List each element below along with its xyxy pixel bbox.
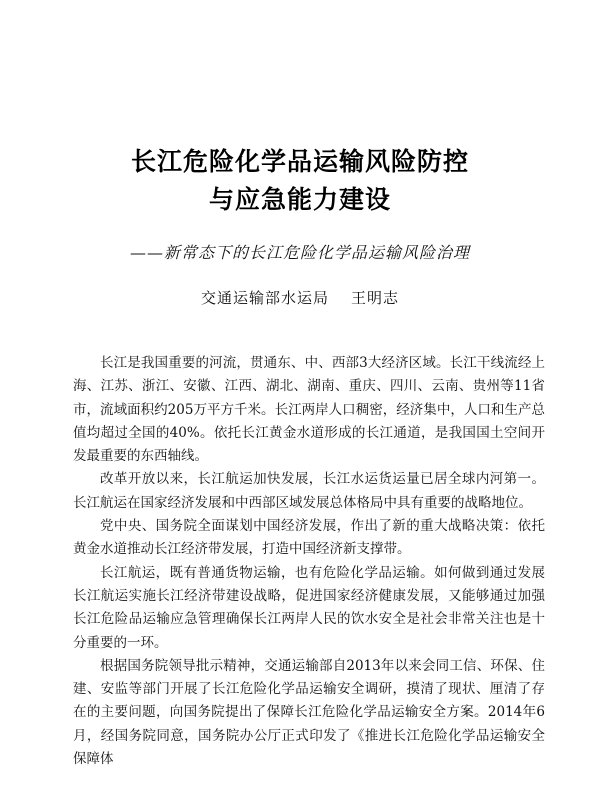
paragraph: 根据国务院领导批示精神，交通运输部自2013年以来会同工信、环保、住建、安监等部门开展了长江危险化学品运输安全调研，摸清了现状、厘清了存在的主要问题，向国务院提出了保障长江危险化学品运输安全方案。2014年6月，经国务院同意，国务院办公厅正式印发了《推进长江危险化学品运输安全保障体 xyxy=(73,657,545,768)
article-body xyxy=(73,352,545,771)
paragraph: 改革开放以来，长江航运加快发展，长江水运货运量已居全球内河第一。长江航运在国家经济发展和中西部区域发展总体格局中具有重要的战略地位。 xyxy=(73,471,545,511)
paragraph: 长江航运，既有普通货物运输，也有危险化学品运输。如何做到通过发展长江航运实施长江经济带建设战略，促进国家经济健康发展，又能够通过加强长江危险品运输应急管理确保长江两岸人民的饮水安全是社会非常关注也是十分重要的一环。 xyxy=(73,564,545,651)
paragraph: 党中央、国务院全面谋划中国经济发展，作出了新的重大战略决策：依托黄金水道推动长江经济带发展，打造中国经济新支撑带。 xyxy=(73,518,545,558)
byline xyxy=(0,287,600,308)
paragraph: 长江是我国重要的河流，贯通东、中、西部3大经济区域。长江干线流经上海、江苏、浙江、安徽、江西、湖北、湖南、重庆、四川、云南、贵州等11省市，流域面积约205万平方千米。长江两岸人口稠密，经济集中，人口和生产总值均超过全国的40%。依托长江黄金水道形成的长江通道，是我国国土空间开发最重要的东西轴线。 xyxy=(73,355,545,465)
author-name: 王明志 xyxy=(351,289,400,307)
title-line-1: 长江危险化学品运输风险防控 xyxy=(130,147,469,176)
title-line-2: 与应急能力建设 xyxy=(208,185,391,214)
author-affiliation: 交通运输部水运局 xyxy=(200,289,329,307)
subtitle: ——新常态下的长江危险化学品运输风险治理 xyxy=(129,243,470,262)
